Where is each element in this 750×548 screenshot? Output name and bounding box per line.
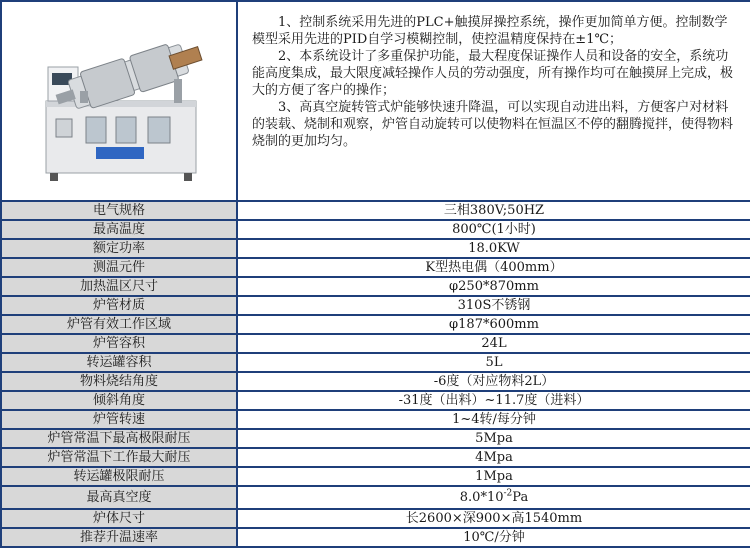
spec-value: 800℃(1小时) (237, 220, 750, 239)
spec-row (1, 315, 750, 334)
spec-value: 18.0KW (237, 239, 750, 258)
spec-value: φ187*600mm (237, 315, 750, 334)
spec-value: 4Mpa (237, 448, 750, 467)
spec-label: 加热温区尺寸 (1, 277, 237, 296)
vacuum-unit: Pa (512, 490, 529, 505)
rotary-tube-furnace-image (24, 19, 214, 189)
spec-label: 炉管有效工作区域 (1, 315, 237, 334)
spec-label: 炉管常温下工作最大耐压 (1, 448, 237, 467)
spec-label: 最高温度 (1, 220, 237, 239)
spec-value: 24L (237, 334, 750, 353)
spec-row (1, 448, 750, 467)
spec-row (1, 391, 750, 410)
spec-row (1, 296, 750, 315)
spec-label: 额定功率 (1, 239, 237, 258)
spec-value: -6度（对应物料2L） (237, 372, 750, 391)
vacuum-base: 8.0*10 (459, 490, 504, 505)
spec-label: 炉管常温下最高极限耐压 (1, 429, 237, 448)
spec-label: 物料烧结角度 (1, 372, 237, 391)
spec-row (1, 334, 750, 353)
spec-label: 推荐升温速率 (1, 528, 237, 547)
spec-value: 5Mpa (237, 429, 750, 448)
spec-row (1, 467, 750, 486)
spec-label: 炉管容积 (1, 334, 237, 353)
description-paragraph-1: 1、控制系统采用先进的PLC+触摸屏操控系统，操作更加简单方便。控制数学模型采用先进的PID自学习模糊控制，使控温精度保持在±1℃； (252, 15, 728, 47)
spec-value-vacuum (237, 486, 750, 509)
description-paragraph-3: 3、高真空旋转管式炉能够快速升降温，可以实现自动进出料，方便客户对材料的装载、烧制和观察，炉管自动旋转可以使物料在恒温区不停的翻腾搅拌，使得物料烧制的更加均匀。 (252, 100, 734, 149)
spec-value: φ250*870mm (237, 277, 750, 296)
spec-row (1, 372, 750, 391)
spec-value: 10℃/分钟 (237, 528, 750, 547)
spec-row (1, 220, 750, 239)
spec-value: -31度（出料）~11.7度（进料） (237, 391, 750, 410)
spec-label: 电气规格 (1, 201, 237, 220)
spec-row (1, 239, 750, 258)
spec-row (1, 509, 750, 528)
spec-value: 长2600×深900×高1540mm (237, 509, 750, 528)
spec-row (1, 486, 750, 509)
spec-label: 转运罐极限耐压 (1, 467, 237, 486)
spec-row (1, 353, 750, 372)
spec-row (1, 258, 750, 277)
spec-label: 转运罐容积 (1, 353, 237, 372)
spec-row (1, 528, 750, 547)
spec-label: 倾斜角度 (1, 391, 237, 410)
spec-row (1, 277, 750, 296)
spec-row (1, 429, 750, 448)
spec-value: 1Mpa (237, 467, 750, 486)
spec-label: 炉管材质 (1, 296, 237, 315)
spec-row (1, 410, 750, 429)
spec-value: K型热电偶（400mm） (237, 258, 750, 277)
intro-row (1, 1, 750, 201)
spec-row (1, 201, 750, 220)
product-image-cell (1, 1, 237, 201)
spec-value: 三相380V;50HZ (237, 201, 750, 220)
spec-value: 310S不锈钢 (237, 296, 750, 315)
spec-label: 炉管转速 (1, 410, 237, 429)
spec-label: 测温元件 (1, 258, 237, 277)
spec-label: 最高真空度 (1, 486, 237, 509)
description-cell (237, 1, 750, 201)
spec-value: 5L (237, 353, 750, 372)
description-paragraph-2: 2、本系统设计了多重保护功能，最大程度保证操作人员和设备的安全，系统功能高度集成，最大限度减轻操作人员的劳动强度，所有操作均可在触摸屏上完成，极大的方便了客户的操作； (252, 49, 734, 98)
spec-value: 1~4转/每分钟 (237, 410, 750, 429)
spec-label: 炉体尺寸 (1, 509, 237, 528)
vacuum-exponent: -2 (503, 488, 513, 499)
